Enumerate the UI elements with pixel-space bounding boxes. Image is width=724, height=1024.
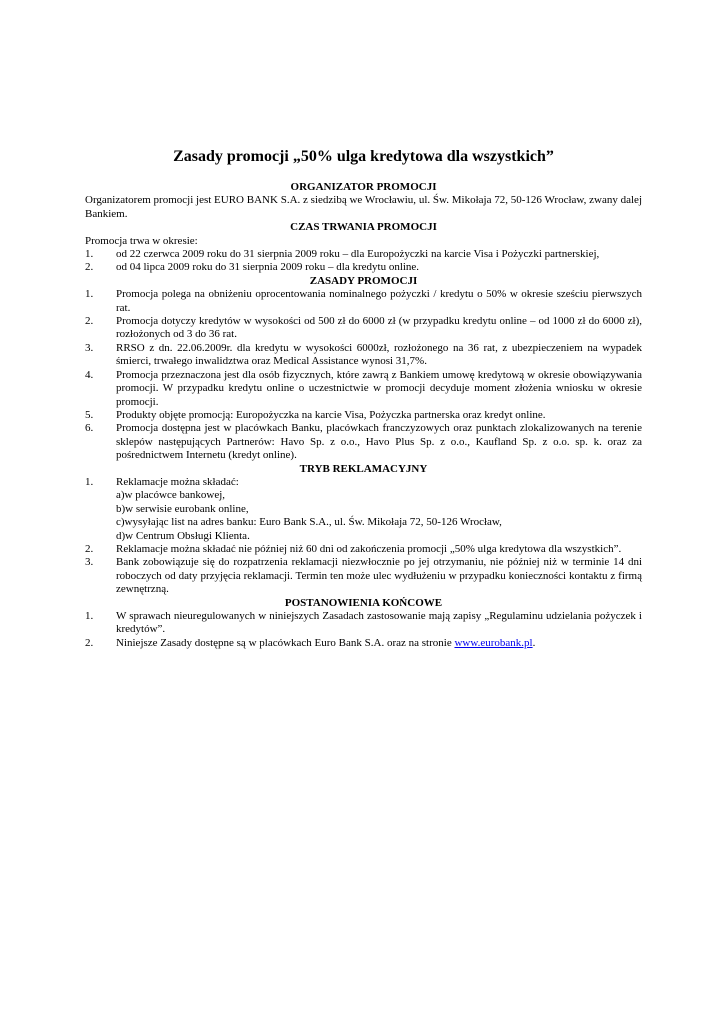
list-number: 3.: [85, 556, 94, 569]
list-item: [85, 342, 642, 369]
list-item: [85, 288, 642, 315]
list-number: 5.: [85, 408, 94, 421]
duration-intro: Promocja trwa w okresie:: [85, 234, 198, 247]
list-text: Reklamacje można składać nie później niż 60 dni od zakończenia promocji „50% ulga kredytowa dla wszystkich”.: [116, 542, 622, 555]
list-item: [85, 248, 642, 261]
list-number: 3.: [85, 341, 94, 354]
list-text: Promocja polega na obniżeniu oprocentowania nominalnego pożyczki / kredytu o 50% w okresie sześciu pierwszych rat.: [116, 288, 642, 314]
list-text: Promocja dotyczy kredytów w wysokości od 500 zł do 6000 zł (w przypadku kredytu online – od 1000 zł do 6000 zł), rozłożonych od 3 do 36 rat.: [116, 315, 642, 341]
list-number: 2.: [85, 542, 94, 555]
list-number: 1.: [85, 248, 94, 261]
section-heading-complaints: TRYB REKLAMACYJNY: [299, 462, 428, 475]
complaint-channel-online: b)w serwisie eurobank online,: [116, 502, 249, 515]
list-number: 2.: [85, 315, 94, 328]
section-heading-final: POSTANOWIENIA KOŃCOWE: [284, 596, 443, 609]
list-number: 1.: [85, 475, 94, 488]
list-number: 6.: [85, 422, 94, 435]
list-item: [85, 369, 642, 409]
section-heading-duration: CZAS TRWANIA PROMOCJI: [290, 221, 437, 234]
list-item: [85, 315, 642, 342]
list-text: W sprawach nieuregulowanych w niniejszych Zasadach zastosowanie mają zapisy „Regulaminu udzielania pożyczek i kredytów”.: [116, 610, 642, 636]
list-number: 2.: [85, 261, 94, 274]
list-item: [85, 261, 642, 274]
final-list: [85, 610, 642, 650]
complaint-channel-call-center: d)w Centrum Obsługi Klienta.: [116, 529, 250, 542]
section-heading-rules: ZASADY PROMOCJI: [309, 274, 418, 287]
complaints-list: [85, 476, 642, 597]
duration-list: [85, 248, 642, 275]
section-heading-organizer: ORGANIZATOR PROMOCJI: [290, 181, 437, 193]
list-number: 1.: [85, 610, 94, 622]
list-item: [85, 422, 642, 462]
rules-list: [85, 288, 642, 462]
list-item: [85, 556, 642, 596]
list-number: 1.: [85, 288, 94, 301]
list-item: [85, 610, 642, 637]
list-text: Promocja dostępna jest w placówkach Banku, placówkach franczyzowych oraz punktach zlokalizowanych na terenie sklepów następujących Partnerów: Havo Sp. z o.o., Havo Plus Sp. z o.o., Kaufland Sp. z o.o. sp. k. oraz za pośrednictwem Internetu (kredyt online).: [116, 422, 642, 462]
list-number: 4.: [85, 368, 94, 381]
list-text: od 22 czerwca 2009 roku do 31 sierpnia 2009 roku – dla Europożyczki na karcie Visa i Pożyczki partnerskiej,: [116, 248, 600, 261]
document-body: [85, 147, 642, 650]
document-title: Zasady promocji „50% ulga kredytowa dla wszystkich”: [173, 148, 554, 165]
complaint-channel-branch: a)w placówce bankowej,: [116, 489, 226, 502]
list-text: Niniejsze Zasady dostępne są w placówkach Euro Bank S.A. oraz na stronie: [116, 636, 455, 649]
eurobank-website-link[interactable]: www.eurobank.pl: [454, 636, 533, 649]
organizer-paragraph: Organizatorem promocji jest EURO BANK S.A. z siedzibą we Wrocławiu, ul. Św. Mikołaja 72, 50-126 Wrocław, zwany dalej Bankiem.: [85, 194, 642, 220]
list-item: [85, 637, 642, 650]
list-item: [85, 476, 642, 543]
list-text-suffix: .: [532, 636, 536, 649]
list-number: 2.: [85, 636, 94, 649]
list-text: Reklamacje można składać:: [116, 475, 239, 488]
list-text: Promocja przeznaczona jest dla osób fizycznych, które zawrą z Bankiem umowę kredytową w okresie obowiązywania promocji. W przypadku kredytu online o uczestnictwie w promocji decyduje moment złożenia wniosku w okresie promocji.: [116, 368, 642, 408]
list-text: Produkty objęte promocją: Europożyczka na karcie Visa, Pożyczka partnerska oraz kredyt online.: [116, 408, 546, 421]
complaint-channel-letter: c)wysyłając list na adres banku: Euro Bank S.A., ul. Św. Mikołaja 72, 50-126 Wrocław,: [116, 516, 502, 529]
list-text: RRSO z dn. 22.06.2009r. dla kredytu w wysokości 6000zł, rozłożonego na 36 rat, z ubezpieczeniem na wypadek śmierci, trwałego inwalidztwa oraz Medical Assistance wynosi 31,7%.: [116, 341, 642, 368]
list-text: od 04 lipca 2009 roku do 31 sierpnia 2009 roku – dla kredytu online.: [116, 261, 420, 274]
list-item: [85, 543, 642, 556]
list-item: [85, 409, 642, 422]
list-text: Bank zobowiązuje się do rozpatrzenia reklamacji niezwłocznie po jej otrzymaniu, nie później niż w terminie 14 dni roboczych od daty przyjęcia reklamacji. Termin ten może ulec wydłużeniu w przypadku konieczności kontaktu z firmą zewnętrzną.: [116, 556, 642, 596]
